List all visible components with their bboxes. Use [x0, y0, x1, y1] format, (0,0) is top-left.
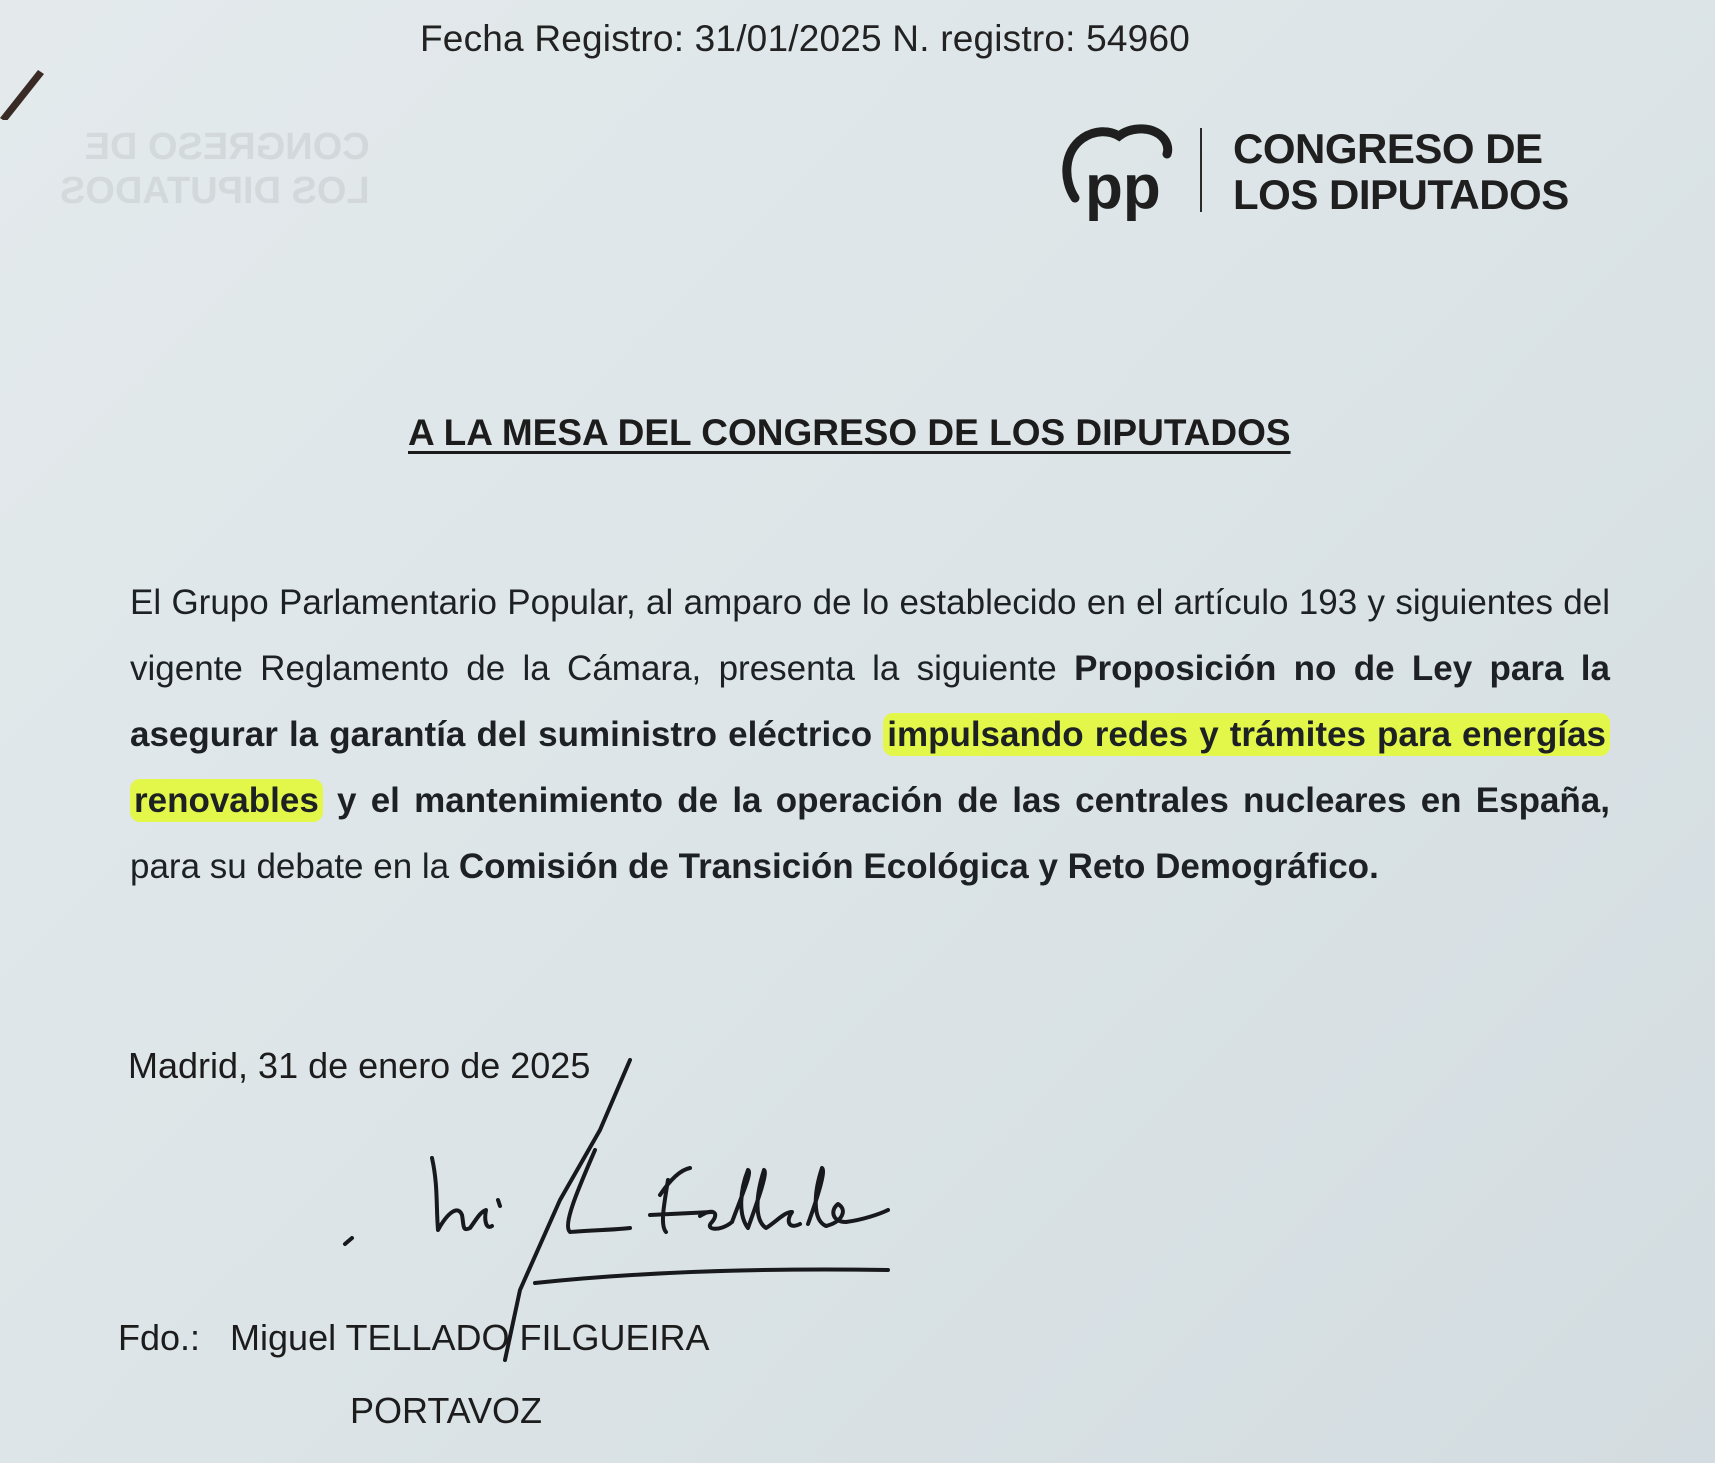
svg-text:pp: pp: [1085, 153, 1161, 222]
body-text-connector: para su debate en la: [130, 847, 459, 886]
signed-by-line: [118, 1317, 710, 1359]
body-text-bold-continuation: y el mantenimiento de la operación de las centrales nucleares en España,: [322, 781, 1610, 820]
pp-logo-icon: [1055, 120, 1185, 230]
body-paragraph: [130, 570, 1610, 900]
party-logo: [1055, 120, 1575, 230]
body-text-commission: Comisión de Transición Ecológica y Reto Demográfico.: [458, 847, 1379, 886]
place-and-date: Madrid, 31 de enero de 2025: [128, 1045, 591, 1086]
body-text-intro: El Grupo Parlamentario Popular, al amparo de lo establecido en el artículo 193 y siguientes del vigente Reglamento de la Cámara, presenta la siguiente: [130, 583, 1610, 688]
highlighted-phrase: impulsando redes y trámites para energías renovables: [130, 713, 1610, 822]
registration-stamp: Fecha Registro: 31/01/2025 N. registro: 54960: [420, 18, 1191, 59]
body-text-bold-title: Proposición no de Ley para la asegurar la garantía del suministro eléctrico: [130, 649, 1610, 754]
institution-name-line2: LOS DIPUTADOS: [1233, 171, 1569, 218]
signed-by-label: Fdo.:: [118, 1317, 201, 1358]
institution-name-line1: CONGRESO DE: [1233, 125, 1543, 172]
logo-divider: [1200, 128, 1202, 212]
pen-mark: [0, 30, 60, 120]
bleed-through-logo: CONGRESO DE LOS DIPUTADOS: [60, 126, 370, 212]
institution-name: [1233, 126, 1569, 218]
signer-name: Miguel TELLADO FILGUEIRA: [230, 1317, 710, 1358]
signer-position: PORTAVOZ: [350, 1390, 543, 1431]
document-heading: A LA MESA DEL CONGRESO DE LOS DIPUTADOS: [408, 412, 1291, 453]
